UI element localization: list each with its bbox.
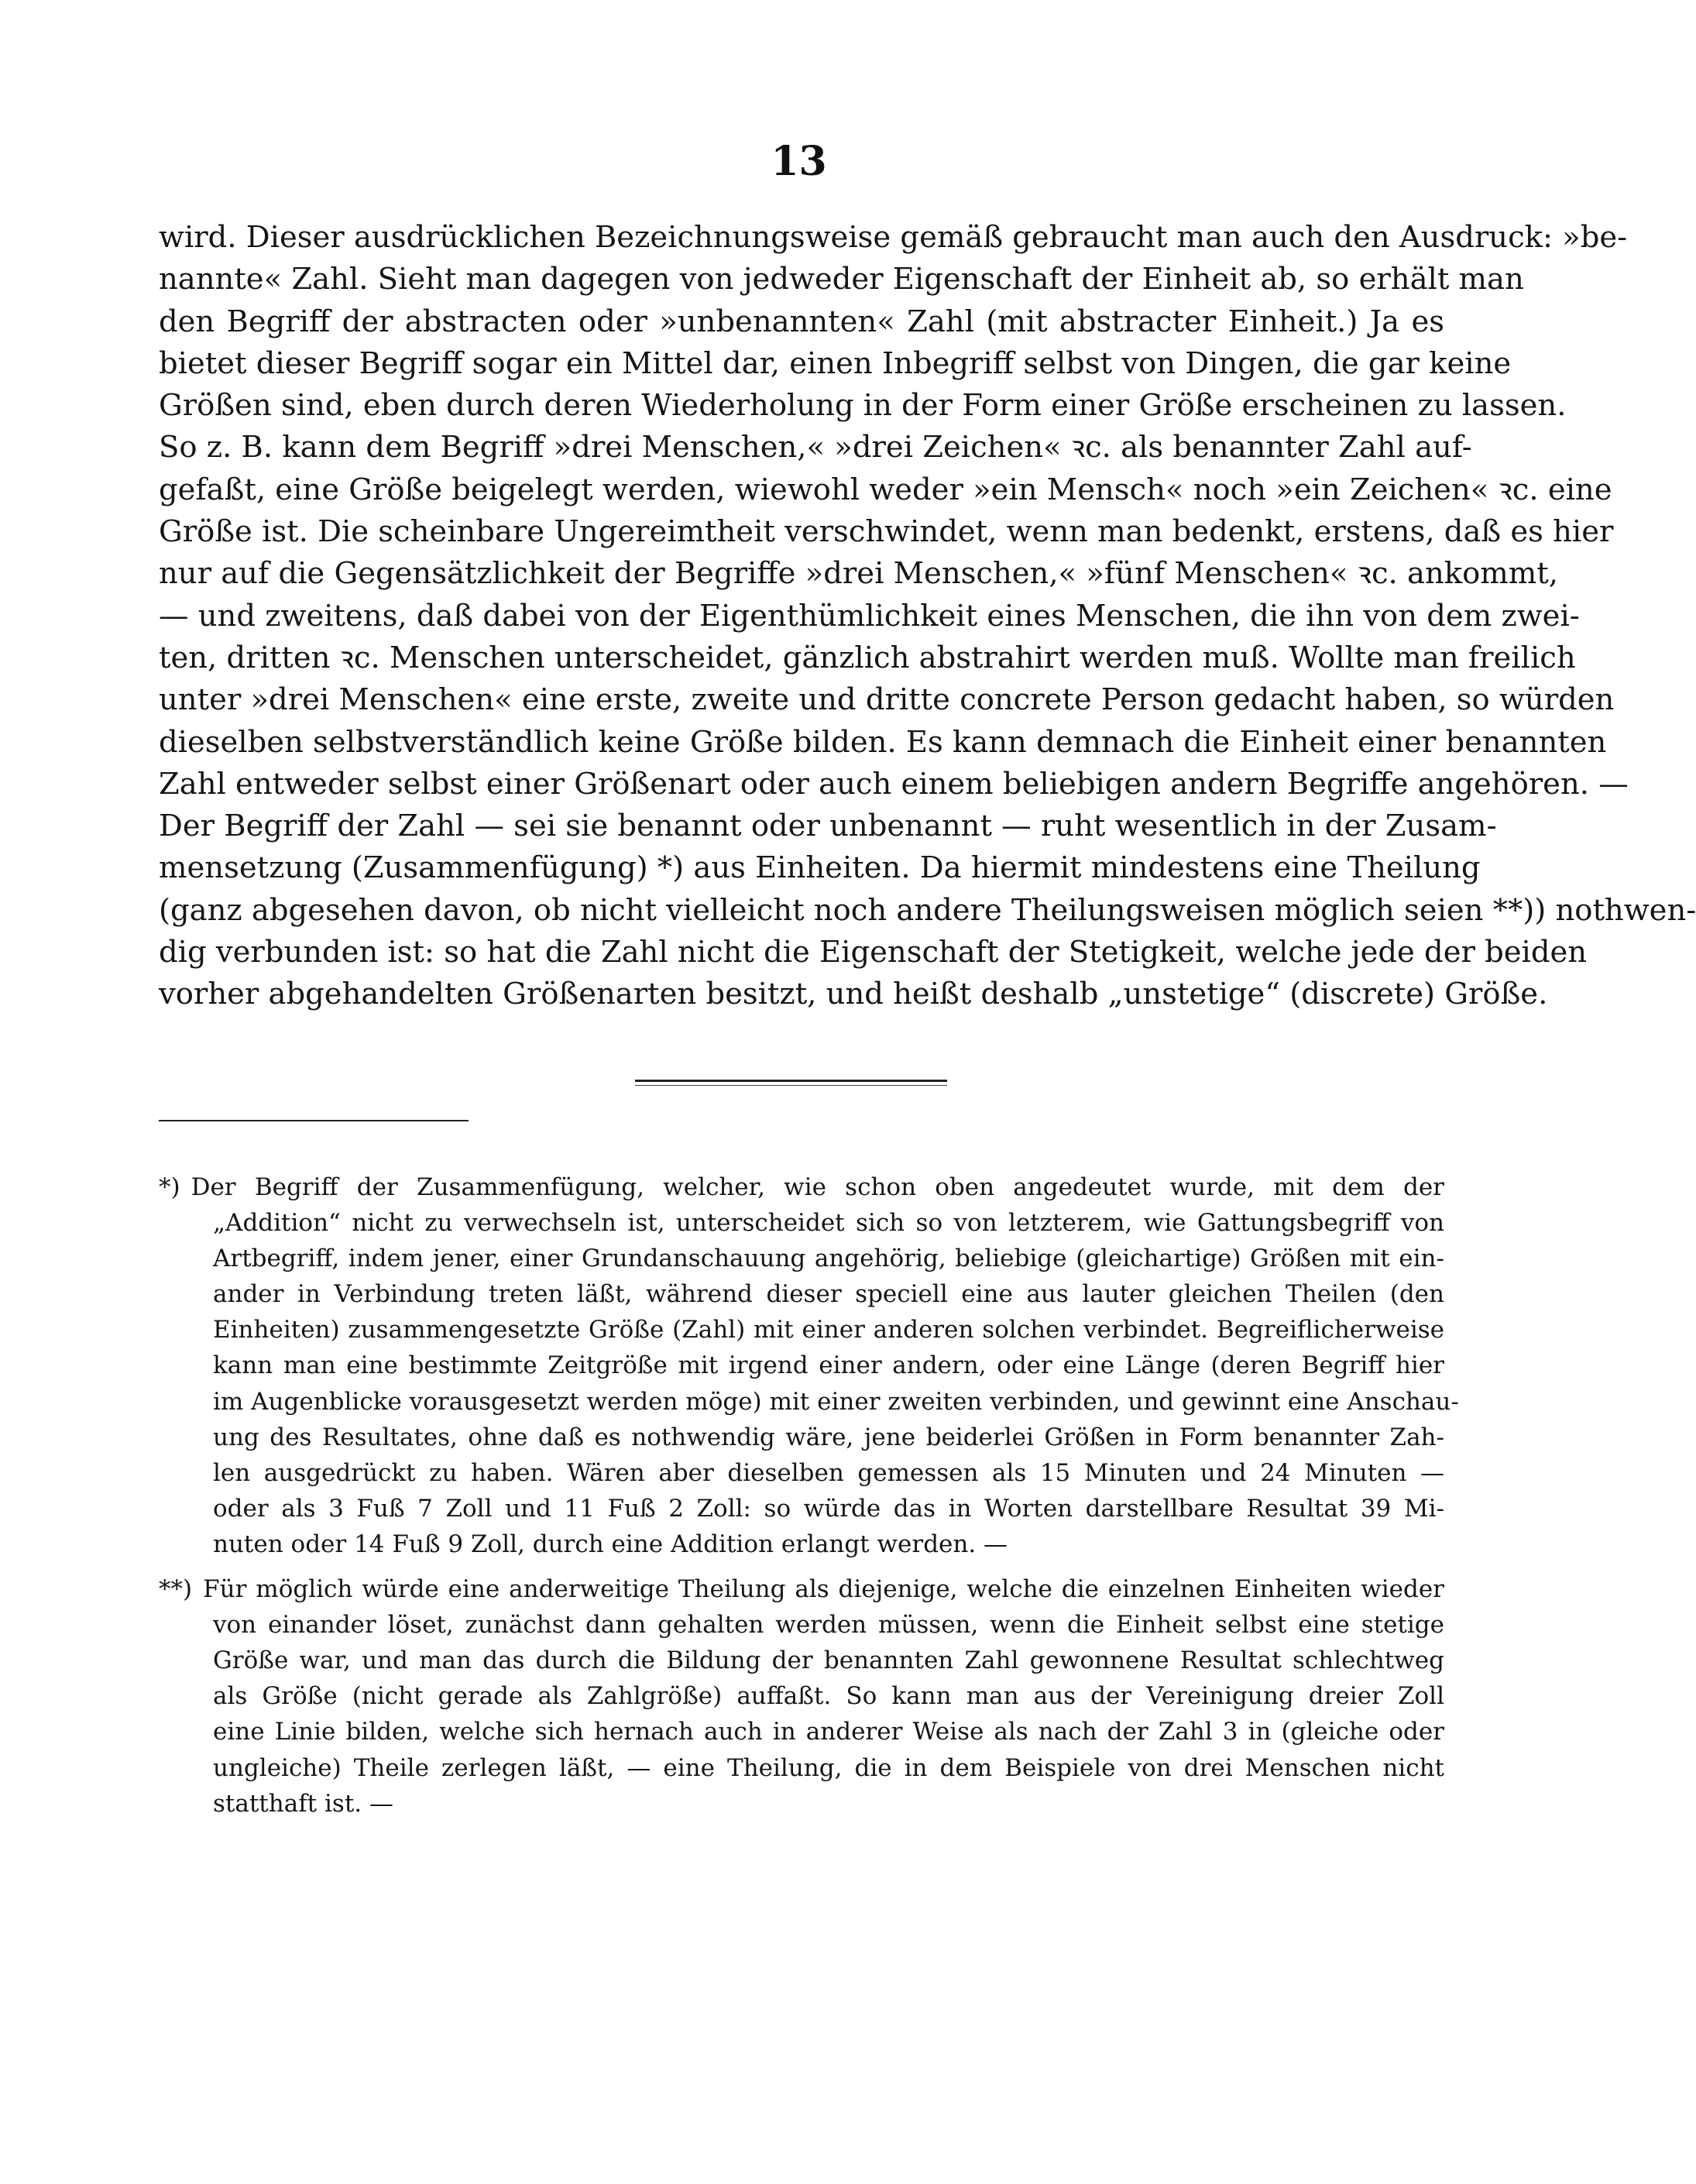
footnote-line: ander in Verbindung treten läßt, während dieser speciell eine aus lauter gleichen Theilen (den xyxy=(213,1280,1444,1309)
section-separator xyxy=(635,1080,947,1086)
text-line: ten, dritten ꝛc. Menschen unterscheidet, gänzlich abstrahirt werden muß. Wollte man freilich xyxy=(159,640,1576,675)
text-line: unter »drei Menschen« eine erste, zweite und dritte concrete Person gedacht haben, so würden xyxy=(159,682,1615,718)
footnote-line: ung des Resultates, ohne daß es nothwendig wäre, jene beiderlei Größen in Form benannter Zah- xyxy=(213,1423,1444,1451)
text-line: (ganz abgesehen davon, ob nicht vielleicht noch andere Theilungsweisen möglich seien **)) nothwen- xyxy=(159,892,1696,928)
text-line: vorher abgehandelten Größenarten besitzt, und heißt deshalb „unstetige“ (discrete) Größe. xyxy=(159,977,1548,1012)
footnote-line: oder als 3 Fuß 7 Zoll und 11 Fuß 2 Zoll: so würde das in Worten darstellbare Resultat 39 Mi- xyxy=(213,1494,1444,1523)
text-line: bietet dieser Begriff sogar ein Mittel dar, einen Inbegriff selbst von Dingen, die gar keine xyxy=(159,345,1512,381)
text-line: gefaßt, eine Größe beigelegt werden, wiewohl weder »ein Mensch« noch »ein Zeichen« ꝛc. eine xyxy=(159,472,1612,507)
main-text xyxy=(159,217,1696,1016)
footnote-marker: *) xyxy=(159,1173,180,1201)
text-line: Größe ist. Die scheinbare Ungereimtheit verschwindet, wenn man bedenkt, erstens, daß es hier xyxy=(159,514,1614,550)
text-line: wird. Dieser ausdrücklichen Bezeichnungsweise gemäß gebraucht man auch den Ausdruck: »be- xyxy=(159,220,1628,255)
footnote-line: ungleiche) Theile zerlegen läßt, — eine Theilung, die in dem Beispiele von drei Menschen nicht xyxy=(213,1753,1444,1782)
footnote-line xyxy=(159,1571,1444,1607)
text-line: — und zweitens, daß dabei von der Eigenthümlichkeit eines Menschen, die ihn von dem zwei- xyxy=(159,598,1580,634)
footnote-text: Der Begriff der Zusammenfügung, welcher, wie schon oben angedeutet wurde, mit dem der xyxy=(191,1173,1444,1201)
footnote-line: Größe war, und man das durch die Bildung der benannten Zahl gewonnene Resultat schlechtweg xyxy=(213,1647,1444,1675)
text-line: nannte« Zahl. Sieht man dagegen von jedweder Eigenschaft der Einheit ab, so erhält man xyxy=(159,262,1524,297)
footnote-line: kann man eine bestimmte Zeitgröße mit irgend einer andern, oder eine Länge (deren Begriff hier xyxy=(213,1351,1444,1380)
footnote-marker: **) xyxy=(159,1575,193,1604)
footnote-line: len ausgedrückt zu haben. Wären aber dieselben gemessen als 15 Minuten und 24 Minuten — xyxy=(213,1458,1444,1487)
footnote-line: eine Linie bilden, welche sich hernach auch in anderer Weise als nach der Zahl 3 in (gleiche oder xyxy=(213,1718,1444,1746)
page-number: 13 xyxy=(771,138,827,185)
text-line: mensetzung (Zusammenfügung) *) aus Einheiten. Da hiermit mindestens eine Theilung xyxy=(159,850,1481,886)
footnote-line: nuten oder 14 Fuß 9 Zoll, durch eine Addition erlangt werden. — xyxy=(213,1530,1008,1558)
footnote-text: Für möglich würde eine anderweitige Theilung als diejenige, welche die einzelnen Einheiten wieder xyxy=(203,1575,1444,1604)
text-line: den Begriff der abstracten oder »unbenannten« Zahl (mit abstracter Einheit.) Ja es xyxy=(159,304,1444,339)
text-line: Der Begriff der Zahl — sei sie benannt oder unbenannt — ruht wesentlich in der Zusam- xyxy=(159,809,1497,844)
footnote-rule xyxy=(159,1120,469,1121)
footnote-line: Einheiten) zusammengesetzte Größe (Zahl) mit einer anderen solchen verbindet. Begreiflicherweise xyxy=(213,1316,1444,1344)
footnotes xyxy=(159,1169,1459,1822)
footnote-line: im Augenblicke vorausgesetzt werden möge) mit einer zweiten verbinden, und gewinnt eine Anschau- xyxy=(213,1387,1459,1416)
footnote-line: als Größe (nicht gerade als Zahlgröße) auffaßt. So kann man aus der Vereinigung dreier Zoll xyxy=(213,1682,1444,1711)
text-line: Größen sind, eben durch deren Wiederholung in der Form einer Größe erscheinen zu lassen. xyxy=(159,388,1567,424)
footnote-line: von einander löset, zunächst dann gehalten werden müssen, wenn die Einheit selbst eine stetige xyxy=(213,1611,1444,1640)
footnote-line: statthaft ist. — xyxy=(213,1789,393,1818)
text-line: dieselben selbstverständlich keine Größe bilden. Es kann demnach die Einheit einer benannten xyxy=(159,724,1607,760)
text-line: nur auf die Gegensätzlichkeit der Begriffe »drei Menschen,« »fünf Menschen« ꝛc. ankommt, xyxy=(159,556,1558,592)
text-line: So z. B. kann dem Begriff »drei Menschen,« »drei Zeichen« ꝛc. als benannter Zahl auf- xyxy=(159,430,1472,465)
footnote-line: Artbegriff, indem jener, einer Grundanschauung angehörig, beliebige (gleichartige) Größen mit ein- xyxy=(213,1245,1444,1273)
text-line: Zahl entweder selbst einer Größenart oder auch einem beliebigen andern Begriffe angehören. — xyxy=(159,766,1629,802)
footnote-line: „Addition“ nicht zu verwechseln ist, unterscheidet sich so von letzterem, wie Gattungsbegriff von xyxy=(213,1209,1444,1238)
text-line: dig verbunden ist: so hat die Zahl nicht die Eigenschaft der Stetigkeit, welche jede der beiden xyxy=(159,935,1588,970)
footnote-line xyxy=(159,1169,1444,1205)
footnote-gap xyxy=(159,1562,1444,1571)
